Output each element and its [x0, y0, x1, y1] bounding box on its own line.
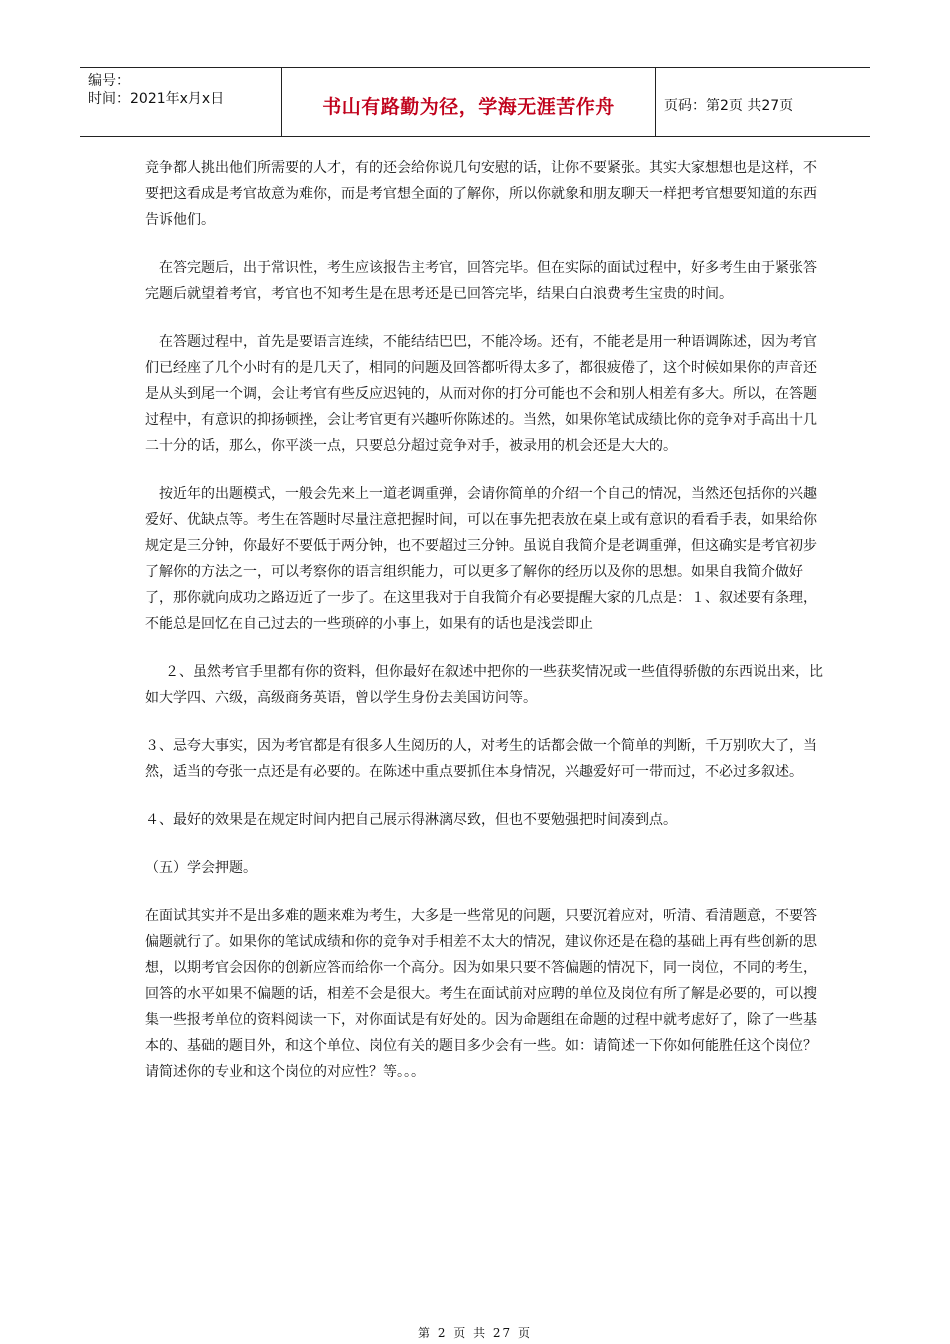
body-paragraph: 在答题过程中，首先是要语言连续，不能结结巴巴，不能冷场。还有，不能老是用一种语调陈述，因为考官们已经座了几个小时有的是几天了，相同的问题及回答都听得太多了，都很疲倦了，这个时候如果你的声音还是从头到尾一个调，会让考官有些反应迟钝的，从而对你的打分可能也不会和别人相差有多大。所以，在答题过程中，有意识的抑扬顿挫，会让考官更有兴趣听你陈述的。当然，如果你笔试成绩比你的竞争对手高出十几二十分的话，那么，你平淡一点，只要总分超过竞争对手，被录用的机会还是大大的。 — [145, 334, 817, 454]
section-heading: （五）学会押题。 — [145, 860, 257, 876]
document-number-label: 编号： — [88, 73, 130, 89]
body-paragraph: ２、虽然考官手里都有你的资料，但你最好在叙述中把你的一些获奖情况或一些值得骄傲的东西说出来，比如大学四、六级，高级商务英语，曾以学生身份去美国访问等。 — [145, 664, 823, 706]
body-paragraph: ３、忌夸大事实，因为考官都是有很多人生阅历的人，对考生的话都会做一个简单的判断，千万别吹大了，当然，适当的夸张一点还是有必要的。在陈述中重点要抓住本身情况，兴趣爱好可一带而过，不必过多叙述。 — [145, 738, 817, 780]
page-header — [80, 67, 870, 137]
document-date: 时间：2021年x月x日 — [88, 91, 225, 107]
body-paragraph: 在答完题后，出于常识性，考生应该报告主考官，回答完毕。但在实际的面试过程中，好多考生由于紧张答完题后就望着考官，考官也不知考生是在思考还是已回答完毕，结果白白浪费考生宝贵的时间。 — [145, 260, 817, 302]
body-paragraph: 竞争都人挑出他们所需要的人才，有的还会给你说几句安慰的话，让你不要紧张。其实大家想想也是这样，不要把这看成是考官故意为难你，而是考官想全面的了解你，所以你就象和朋友聊天一样把考官想要知道的东西告诉他们。 — [145, 160, 817, 228]
document-body — [145, 155, 825, 1107]
header-motto-cell — [282, 68, 656, 136]
header-page-cell — [656, 68, 870, 136]
body-paragraph: ４、最好的效果是在规定时间内把自己展示得淋漓尽致，但也不要勉强把时间凑到点。 — [145, 812, 677, 828]
body-paragraph: 在面试其实并不是出多难的题来难为考生，大多是一些常见的问题，只要沉着应对，听清、看清题意，不要答偏题就行了。如果你的笔试成绩和你的竞争对手相差不太大的情况，建议你还是在稳的基础上再有些创新的思想，以期考官会因你的创新应答而给你一个高分。因为如果只要不答偏题的情况下，同一岗位，不同的考生，回答的水平如果不偏题的话，相差不会是很大。考生在面试前对应聘的单位及岗位有所了解是必要的，可以搜集一些报考单位的资料阅读一下，对你面试是有好处的。因为命题组在命题的过程中就考虑好了，除了一些基本的、基础的题目外，和这个单位、岗位有关的题目多少会有一些。如：请简述一下你如何能胜任这个岗位？请简述你的专业和这个岗位的对应性？等。。。 — [145, 908, 817, 1080]
page-footer: 第 2 页 共 27 页 — [418, 1326, 532, 1340]
body-paragraph: 按近年的出题模式，一般会先来上一道老调重弹，会请你简单的介绍一个自己的情况，当然还包括你的兴趣爱好、优缺点等。考生在答题时尽量注意把握时间，可以在事先把表放在桌上或有意识的看看手表，如果给你规定是三分钟，你最好不要低于两分钟，也不要超过三分钟。虽说自我简介是老调重弹，但这确实是考官初步了解你的方法之一，可以考察你的语言组织能力，可以更多了解你的经历以及你的思想。如果自我简介做好了，那你就向成功之路迈近了一步了。在这里我对于自我简介有必要提醒大家的几点是：１、叙述要有条理，不能总是回忆在自己过去的一些琐碎的小事上，如果有的话也是浅尝即止 — [145, 486, 817, 632]
header-page-number: 页码：第2页 共27页 — [664, 98, 794, 114]
header-meta — [80, 68, 282, 136]
header-motto: 书山有路勤为径，学海无涯苦作舟 — [322, 95, 615, 118]
